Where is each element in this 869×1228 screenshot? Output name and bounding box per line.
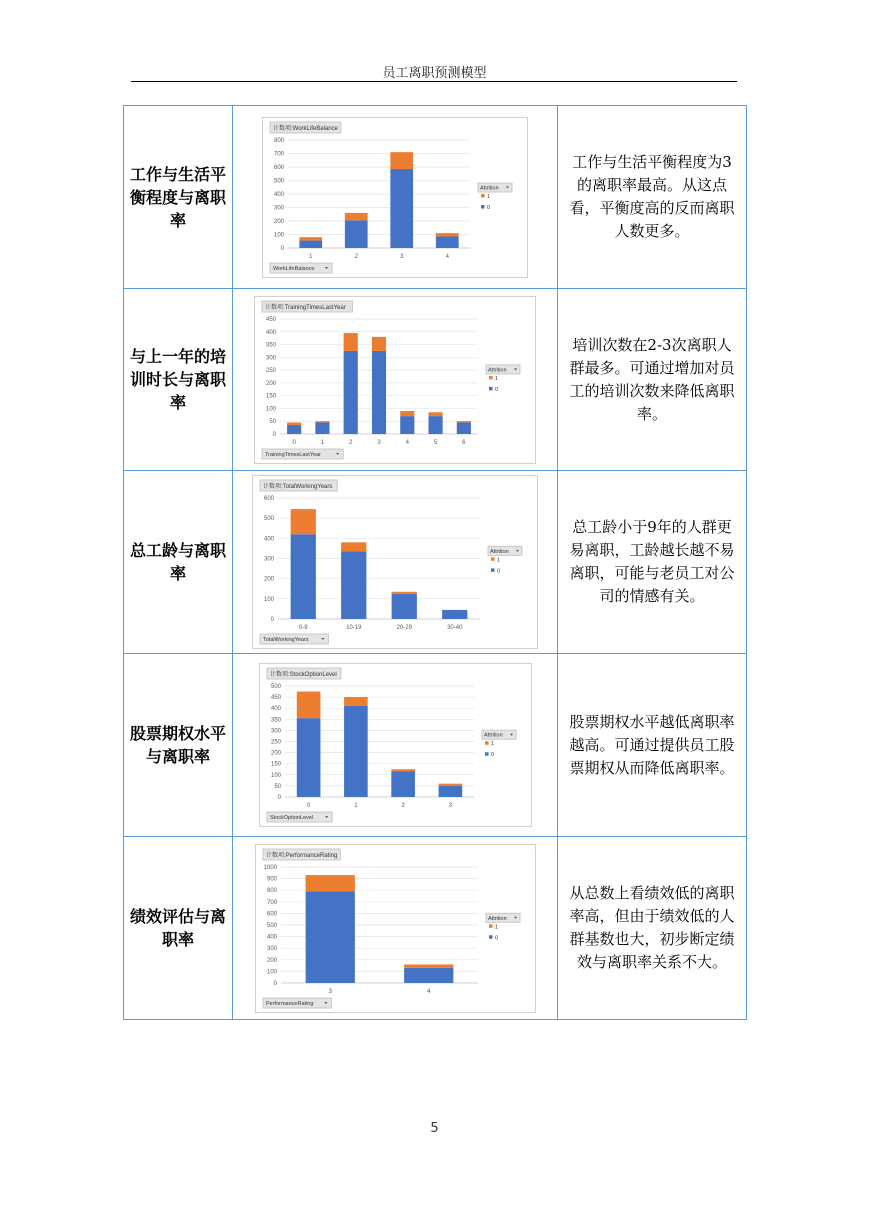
chart-cell	[233, 289, 558, 471]
bar-series-0	[296, 718, 320, 797]
bar-series-0	[345, 220, 368, 248]
row-description: 总工龄小于9年的人群更易离职，工龄越长越不易离职，可能与老员工对公司的情感有关。	[558, 471, 747, 654]
table-row	[124, 471, 747, 654]
bar-series-0	[315, 422, 329, 434]
x-tick-label: 3	[448, 803, 452, 809]
header-rule	[131, 81, 737, 82]
y-tick-label: 100	[270, 772, 281, 779]
y-tick-label: 100	[273, 232, 284, 238]
chart-frame	[255, 296, 536, 463]
bar-series-0	[438, 786, 462, 797]
y-tick-label: 350	[265, 342, 276, 349]
y-tick-label: 450	[265, 316, 276, 323]
bar-series-0	[400, 416, 414, 434]
y-tick-label: 500	[273, 178, 284, 184]
chart-title: 计数项:TrainingTimesLastYear	[265, 304, 346, 311]
chart-worklifebalance	[262, 117, 528, 278]
bar-series-1	[436, 233, 459, 236]
field-button-label: StockOptionLevel	[269, 815, 313, 821]
bar-series-1	[392, 592, 417, 594]
bar-series-1	[315, 421, 329, 422]
y-tick-label: 1000	[263, 864, 277, 871]
bar-series-1	[429, 412, 443, 416]
legend-label: 1	[494, 923, 498, 930]
page-number: 5	[430, 1121, 439, 1136]
row-label: 总工龄与离职率	[124, 471, 233, 654]
y-tick-label: 500	[263, 516, 274, 523]
bar-series-1	[391, 769, 415, 771]
row-label: 绩效评估与离职率	[124, 837, 233, 1020]
bar-series-0	[392, 594, 417, 619]
bar-series-1	[299, 237, 322, 240]
legend-label: 1	[490, 741, 494, 748]
chart-stockoptionlevel	[259, 663, 532, 827]
chart-cell	[233, 654, 558, 837]
bar-series-1	[291, 509, 316, 534]
bar-series-0	[299, 240, 322, 247]
bar-series-0	[442, 610, 467, 619]
bar-series-1	[287, 422, 301, 425]
x-tick-label: 0	[306, 803, 310, 809]
y-tick-label: 900	[266, 876, 277, 883]
y-tick-label: 350	[270, 717, 281, 724]
legend-swatch	[489, 924, 493, 928]
field-button-label: TotalWorkingYears	[263, 637, 309, 643]
legend-label: 0	[487, 204, 491, 211]
chart-title: 计数项:TotalWorkingYears	[263, 484, 333, 490]
bar-series-0	[291, 534, 316, 619]
x-tick-label: 1	[353, 803, 358, 809]
legend-title: Attrition	[480, 185, 499, 192]
chart-trainingtimes	[254, 296, 536, 464]
legend-swatch	[489, 935, 493, 939]
legend-title: Attrition	[487, 915, 507, 922]
row-label: 股票期权水平与离职率	[124, 654, 233, 837]
legend-label: 1	[495, 375, 499, 382]
legend-swatch	[485, 752, 489, 756]
row-label: 与上一年的培训时长与离职率	[124, 289, 233, 471]
x-tick-label: 4	[426, 988, 430, 995]
bar-series-1	[390, 152, 413, 169]
bar-series-0	[457, 422, 471, 434]
y-tick-label: 200	[263, 576, 274, 583]
y-tick-label: 100	[265, 405, 276, 412]
page-header-title: 员工离职预测模型	[382, 66, 487, 81]
legend-label: 0	[494, 934, 498, 941]
bar-series-0	[391, 771, 415, 797]
chart-title: 计数项:StockOptionLevel	[269, 672, 337, 678]
x-tick-label: 3	[400, 253, 404, 260]
x-tick-label: 3	[377, 439, 381, 446]
bar-series-0	[287, 425, 301, 434]
y-tick-label: 0	[270, 617, 274, 623]
field-button-label: WorkLifeBalance	[273, 265, 315, 272]
table-row	[124, 654, 747, 837]
x-tick-label: 2	[354, 253, 358, 260]
y-tick-label: 0	[272, 431, 276, 438]
legend-swatch	[489, 375, 493, 379]
chart-totalworkingyears	[252, 475, 538, 649]
bar-series-1	[296, 692, 320, 719]
y-tick-label: 400	[263, 536, 274, 543]
chart-cell	[233, 471, 558, 654]
bar-series-1	[305, 875, 354, 891]
y-tick-label: 50	[269, 418, 276, 425]
legend-label: 0	[497, 568, 501, 575]
x-tick-label: 2	[400, 803, 405, 809]
bar-series-0	[372, 350, 386, 433]
y-tick-label: 0	[277, 795, 281, 801]
x-tick-label: 4	[445, 253, 449, 260]
legend-label: 0	[495, 386, 499, 393]
bar-series-1	[457, 421, 471, 422]
y-tick-label: 100	[266, 968, 277, 975]
y-tick-label: 700	[273, 151, 284, 157]
x-tick-label: 2	[349, 439, 353, 446]
x-tick-label: 4	[405, 439, 409, 446]
analysis-table	[123, 105, 747, 1020]
field-button-label: PerformanceRating	[265, 1000, 313, 1007]
bar-series-0	[390, 169, 413, 248]
x-tick-label: 20-29	[396, 625, 412, 631]
y-tick-label: 400	[273, 191, 284, 198]
x-tick-label: 0-9	[298, 625, 308, 631]
y-tick-label: 200	[273, 218, 284, 225]
table-row	[124, 837, 747, 1020]
legend-swatch	[491, 557, 495, 561]
y-tick-label: 300	[270, 728, 281, 735]
row-label: 工作与生活平衡程度与离职率	[124, 106, 233, 289]
x-tick-label: 0	[292, 439, 296, 446]
chart-title: 计数项:WorkLifeBalance	[273, 125, 338, 132]
y-tick-label: 300	[273, 205, 284, 211]
bar-series-1	[372, 336, 386, 350]
legend-label: 1	[497, 557, 501, 564]
y-tick-label: 200	[270, 750, 281, 757]
y-tick-label: 450	[270, 695, 281, 702]
legend-swatch	[481, 194, 485, 198]
y-tick-label: 250	[270, 739, 281, 746]
y-tick-label: 800	[266, 887, 277, 894]
x-tick-label: 6	[462, 439, 466, 446]
legend-title: Attrition	[483, 732, 503, 739]
y-tick-label: 400	[266, 934, 277, 941]
legend-title: Attrition	[490, 548, 509, 555]
y-tick-label: 200	[266, 957, 277, 964]
y-tick-label: 600	[273, 164, 284, 171]
x-tick-label: 1	[309, 253, 313, 260]
legend-swatch	[481, 205, 485, 209]
legend-label: 0	[490, 752, 494, 759]
y-tick-label: 150	[270, 761, 281, 768]
y-tick-label: 250	[265, 367, 276, 374]
x-tick-label: 3	[328, 988, 332, 995]
x-tick-label: 30-40	[447, 625, 463, 631]
legend-swatch	[489, 386, 493, 390]
chart-cell	[233, 837, 558, 1020]
legend-title: Attrition	[488, 366, 507, 373]
chart-title: 计数项:PerformanceRating	[265, 852, 337, 859]
chart-cell	[233, 106, 558, 289]
y-tick-label: 500	[270, 684, 281, 690]
row-description: 培训次数在2-3次离职人群最多。可通过增加对员工的培训次数来降低离职率。	[558, 289, 747, 471]
y-tick-label: 600	[266, 910, 277, 917]
bar-series-0	[305, 891, 354, 983]
y-tick-label: 300	[263, 556, 274, 563]
bar-series-1	[341, 542, 366, 551]
table-row	[124, 106, 747, 289]
bar-series-1	[344, 333, 358, 351]
legend-label: 1	[487, 193, 491, 200]
y-tick-label: 300	[265, 354, 276, 361]
x-tick-label: 1	[320, 439, 325, 446]
y-tick-label: 400	[270, 706, 281, 713]
field-button-label: TrainingTimesLastYear	[265, 451, 321, 458]
row-description: 从总数上看绩效低的离职率高，但由于绩效低的人群基数也大，初步断定绩效与离职率关系不大。	[558, 837, 747, 1020]
bar-series-0	[436, 236, 459, 247]
y-tick-label: 150	[265, 393, 276, 400]
y-tick-label: 500	[266, 922, 277, 929]
bar-series-0	[429, 416, 443, 434]
bar-series-1	[344, 697, 368, 706]
y-tick-label: 400	[265, 329, 276, 336]
chart-frame	[255, 844, 535, 1012]
chart-performancerating	[255, 844, 536, 1013]
y-tick-label: 0	[273, 980, 277, 987]
y-tick-label: 200	[265, 380, 276, 387]
row-description: 股票期权水平越低离职率越高。可通过提供员工股票期权从而降低离职率。	[558, 654, 747, 837]
bar-series-0	[344, 706, 368, 797]
x-tick-label: 10-19	[346, 625, 362, 631]
row-description: 工作与生活平衡程度为3的离职率最高。从这点看，平衡度高的反而离职人数更多。	[558, 106, 747, 289]
y-tick-label: 600	[263, 496, 274, 502]
bar-series-1	[404, 964, 453, 967]
y-tick-label: 0	[280, 245, 284, 252]
y-tick-label: 700	[266, 899, 277, 906]
y-tick-label: 800	[273, 137, 284, 144]
bar-series-1	[345, 212, 368, 219]
bar-series-1	[438, 784, 462, 786]
y-tick-label: 300	[266, 945, 277, 952]
table-row	[124, 289, 747, 471]
y-tick-label: 100	[263, 596, 274, 603]
bar-series-0	[404, 967, 453, 982]
y-tick-label: 50	[273, 783, 281, 790]
x-tick-label: 5	[433, 439, 438, 446]
bar-series-1	[400, 411, 414, 416]
legend-swatch	[485, 741, 489, 745]
bar-series-0	[344, 350, 358, 433]
bar-series-0	[341, 551, 366, 619]
legend-swatch	[491, 568, 495, 572]
